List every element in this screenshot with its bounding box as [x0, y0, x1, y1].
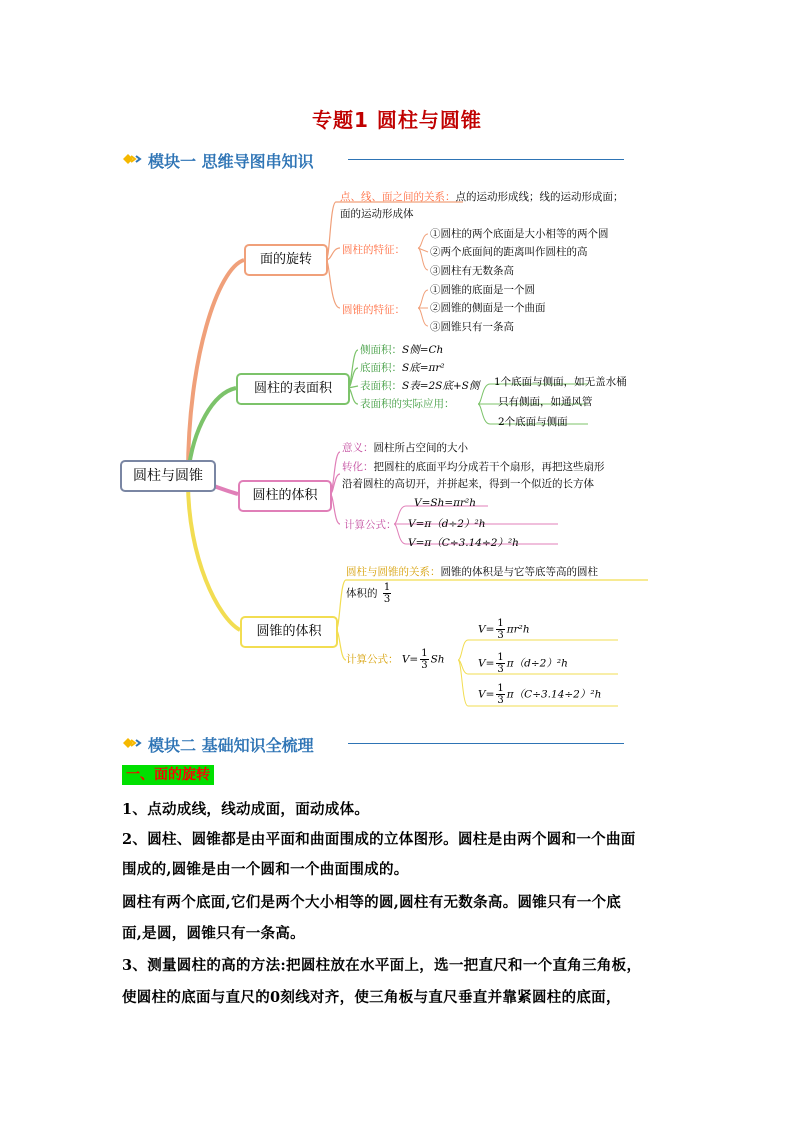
- cone-relation-fraction: [346, 582, 393, 605]
- diamond-arrow-icon: [122, 152, 144, 166]
- one-third-fraction: [420, 648, 428, 671]
- cone-feature-item: ②圆锥的侧面是一个曲面: [430, 302, 546, 314]
- module-one-rule: [348, 159, 624, 160]
- paragraph-line: 面,是圆，圆锥只有一条高。: [122, 925, 305, 942]
- node-cylinder-volume: 圆柱的体积: [238, 480, 332, 512]
- cone-relation-text-2: 体积的: [346, 587, 378, 600]
- application-item: 1个底面与侧面，如无盖水桶: [494, 376, 627, 388]
- fraction-denominator: 3: [383, 594, 391, 605]
- cone-relation: [346, 564, 598, 579]
- volume-transform-text: 把圆柱的底面平均分成若干个扇形，再把这些扇形: [373, 461, 605, 473]
- volume-formula-3: V=π（C÷3.14÷2）²h: [408, 537, 519, 549]
- lateral-area-label: 侧面积：: [360, 344, 402, 356]
- fraction-denominator: 3: [497, 695, 504, 706]
- lateral-area-formula: S侧=Ch: [402, 344, 444, 356]
- fraction-numerator: 1: [497, 618, 504, 629]
- diamond-arrow-icon: [122, 736, 144, 750]
- paragraph-line: 使圆柱的底面与直尺的0刻线对齐，使三角板与直尺垂直并靠紧圆柱的底面，: [122, 989, 621, 1006]
- relation-line1: 点的运动形成线；线的运动形成面；: [455, 191, 624, 203]
- mind-map: [118, 178, 678, 710]
- cone-feature-label: 圆锥的特征：: [342, 304, 405, 316]
- paragraph-line: 2、圆柱、圆锥都是由平面和曲面围成的立体图形。圆柱是由两个圆和一个曲面: [122, 831, 636, 848]
- volume-transform: [342, 459, 605, 474]
- cone-calc-label: 计算公式：: [346, 653, 399, 666]
- module-two-title: 模块二 基础知识全梳理: [148, 736, 314, 755]
- paragraph-line: 圆柱有两个底面,它们是两个大小相等的圆,圆柱有无数条高。圆锥只有一个底: [122, 894, 622, 911]
- paragraph-line: 1、点动成线，线动成面，面动成体。: [122, 801, 370, 818]
- cone-feature-item: ③圆锥只有一条高: [430, 321, 514, 333]
- cylinder-feature-item: ①圆柱的两个底面是大小相等的两个圆: [430, 228, 609, 240]
- cone-formula-v: V=: [478, 623, 495, 636]
- module-one-title: 模块一 思维导图串知识: [148, 152, 314, 171]
- volume-formula-1: V=Sh=πr²h: [414, 497, 477, 509]
- cone-formula-sh: Sh: [430, 653, 445, 666]
- volume-transform-text-2: 沿着圆柱的高切开，并拼起来，得到一个似近的长方体: [342, 478, 594, 490]
- cone-formula-1: [478, 618, 530, 641]
- fraction-numerator: 1: [497, 652, 504, 663]
- cone-formula-v: V=: [478, 688, 495, 701]
- base-area: [360, 360, 445, 375]
- volume-meaning-label: 意义：: [342, 442, 374, 454]
- cylinder-feature-item: ②两个底面间的距离叫作圆柱的高: [430, 246, 588, 258]
- one-third-fraction: [496, 618, 504, 641]
- base-area-label: 底面积：: [360, 362, 402, 374]
- application-item: 只有侧面，如通风管: [498, 396, 593, 408]
- volume-meaning: [342, 440, 468, 455]
- surface-area-label: 表面积：: [360, 380, 402, 392]
- page-title: 专题1 圆柱与圆锥: [312, 108, 482, 132]
- fraction-numerator: 1: [383, 582, 391, 593]
- cone-formula-1-tail: πr²h: [506, 623, 530, 636]
- surface-area-formula: S表=2S底+S侧: [402, 380, 480, 392]
- cone-calc: [346, 648, 445, 671]
- base-area-formula: S底=πr²: [402, 362, 445, 374]
- one-third-fraction: [496, 652, 504, 675]
- cone-relation-label: 圆柱与圆锥的关系：: [346, 566, 441, 578]
- one-third-fraction: [496, 683, 504, 706]
- cylinder-feature-label: 圆柱的特征：: [342, 244, 405, 256]
- volume-transform-label: 转化：: [342, 461, 374, 473]
- cone-formula-3: [478, 683, 601, 706]
- fraction-numerator: 1: [421, 648, 428, 659]
- relation-label: 点、线、面之间的关系：: [340, 191, 456, 203]
- root-node: 圆柱与圆锥: [120, 460, 216, 492]
- application-item: 2个底面与侧面: [498, 416, 568, 428]
- relation-line2: 面的运动形成体: [340, 208, 414, 220]
- node-cylinder-surface: 圆柱的表面积: [236, 373, 350, 405]
- volume-calc-label: 计算公式：: [344, 519, 397, 531]
- cone-formula-v: V=: [478, 657, 495, 670]
- fraction-denominator: 3: [497, 664, 504, 675]
- paragraph-line: 3、测量圆柱的高的方法:把圆柱放在水平面上，选一把直尺和一个直角三角板，: [122, 957, 642, 974]
- one-third-fraction: [383, 582, 391, 605]
- fraction-denominator: 3: [421, 660, 428, 671]
- cone-formula-3-tail: π（C÷3.14÷2）²h: [506, 688, 602, 701]
- cone-formula-2-tail: π（d÷2）²h: [506, 657, 568, 670]
- fraction-denominator: 3: [497, 630, 504, 641]
- module-one-header: [122, 148, 626, 172]
- volume-meaning-text: 圆柱所占空间的大小: [373, 442, 468, 454]
- cone-relation-text: 圆锥的体积是与它等底等高的圆柱: [440, 566, 598, 578]
- application-label: 表面积的实际应用：: [360, 398, 455, 410]
- relation-text: [340, 189, 624, 204]
- cylinder-feature-item: ③圆柱有无数条高: [430, 265, 514, 277]
- fraction-numerator: 1: [497, 683, 504, 694]
- cone-feature-item: ①圆锥的底面是一个圆: [430, 284, 535, 296]
- module-two-rule: [348, 743, 624, 744]
- node-face-rotation: 面的旋转: [244, 244, 328, 276]
- cone-formula-v: V=: [401, 653, 419, 666]
- volume-formula-2: V=π（d÷2）²h: [408, 518, 486, 530]
- lateral-area: [360, 342, 443, 357]
- module-two-header: [122, 732, 626, 756]
- paragraph-line: 围成的,圆锥是由一个圆和一个曲面围成的。: [122, 861, 409, 878]
- cone-formula-2: [478, 652, 568, 675]
- section-heading-face-rotation: 一、面的旋转: [122, 765, 214, 785]
- node-cone-volume: 圆锥的体积: [240, 616, 338, 648]
- surface-area: [360, 378, 479, 393]
